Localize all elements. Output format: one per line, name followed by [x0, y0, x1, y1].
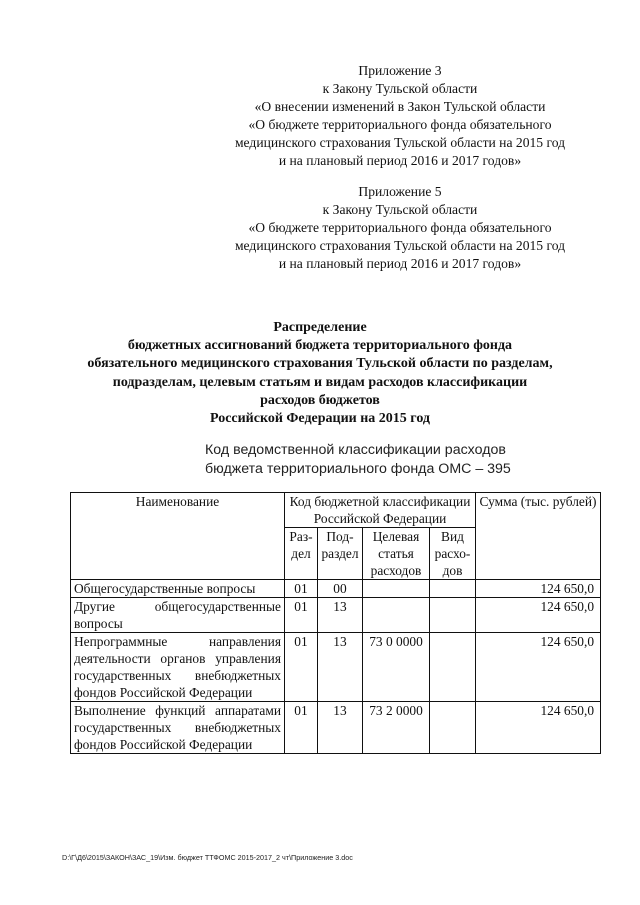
row-section: 01 — [285, 580, 318, 598]
table-row — [71, 633, 601, 702]
row-name: Другие общегосударственные вопросы — [71, 598, 285, 633]
header-target: Целевая статья расходов — [363, 528, 430, 580]
header-type: Вид расхо-дов — [430, 528, 476, 580]
dept-code-line: Код ведомственной классификации расходов — [205, 442, 506, 458]
title-line: Российской Федерации на 2015 год — [209, 411, 430, 427]
file-path-footer: D:\Г\Д6\2015\ЗАКОН\ЗАС_19\Изм. бюджет ТТФОМС 2015-2017_2 чт\Приложение 3.doc — [62, 853, 353, 862]
table-row — [71, 702, 601, 754]
row-target — [363, 598, 430, 633]
row-section: 01 — [285, 633, 318, 702]
department-code-note — [205, 441, 545, 479]
row-amount: 124 650,0 — [476, 633, 601, 702]
annex-3-heading — [190, 62, 610, 170]
annex-5-line: к Закону Тульской области — [322, 202, 478, 217]
header-subsection: Под-раздел — [318, 528, 363, 580]
row-type — [430, 598, 476, 633]
annex-3-line: Приложение 3 — [358, 63, 442, 78]
title-line: подразделам, целевым статьям и видам расходов классификации — [112, 374, 528, 390]
title-line: обязательного медицинского страхования Тульской области по разделам, — [87, 356, 553, 372]
annex-5-line: «О бюджете территориального фонда обязательного — [248, 220, 552, 235]
annex-5-line: Приложение 5 — [358, 184, 442, 199]
annex-3-line: «О бюджете территориального фонда обязательного — [248, 117, 552, 132]
annex-3-line: к Закону Тульской области — [322, 81, 478, 96]
document-title — [40, 319, 600, 428]
dept-code-line: бюджета территориального фонда ОМС – 395 — [205, 461, 511, 477]
annex-5-heading — [190, 183, 610, 273]
title-line: Распределение — [273, 320, 367, 335]
header-name: Наименование — [71, 493, 285, 580]
row-section: 01 — [285, 598, 318, 633]
row-subsection: 00 — [318, 580, 363, 598]
annex-3-line: «О внесении изменений в Закон Тульской области — [254, 99, 546, 114]
header-amount: Сумма (тыс. рублей) — [476, 493, 601, 580]
row-name: Непрограммные направления деятельности органов управления государственных внебюджетных фондов Российской Федерации — [71, 633, 285, 702]
row-target: 73 0 0000 — [363, 633, 430, 702]
row-amount: 124 650,0 — [476, 702, 601, 754]
row-name: Выполнение функций аппаратами государственных внебюджетных фондов Российской Федерации — [71, 702, 285, 754]
budget-allocation-table — [70, 492, 601, 754]
table-row — [71, 580, 601, 598]
annex-3-line: и на плановый период 2016 и 2017 годов» — [278, 153, 522, 168]
annex-3-line: медицинского страхования Тульской области на 2015 год — [234, 135, 566, 150]
row-target — [363, 580, 430, 598]
table-row — [71, 598, 601, 633]
row-section: 01 — [285, 702, 318, 754]
row-type — [430, 580, 476, 598]
annex-5-line: медицинского страхования Тульской области на 2015 год — [234, 238, 566, 253]
row-name: Общегосударственные вопросы — [71, 580, 285, 598]
row-subsection: 13 — [318, 598, 363, 633]
row-target: 73 2 0000 — [363, 702, 430, 754]
row-amount: 124 650,0 — [476, 580, 601, 598]
row-subsection: 13 — [318, 633, 363, 702]
title-line: бюджетных ассигнований бюджета территориального фонда — [127, 338, 513, 354]
row-type — [430, 702, 476, 754]
annex-5-line: и на плановый период 2016 и 2017 годов» — [278, 256, 522, 271]
row-subsection: 13 — [318, 702, 363, 754]
title-line: расходов бюджетов — [260, 392, 380, 408]
header-code-group: Код бюджетной классификации Российской Федерации — [285, 493, 476, 528]
row-amount: 124 650,0 — [476, 598, 601, 633]
row-type — [430, 633, 476, 702]
header-section: Раз-дел — [285, 528, 318, 580]
